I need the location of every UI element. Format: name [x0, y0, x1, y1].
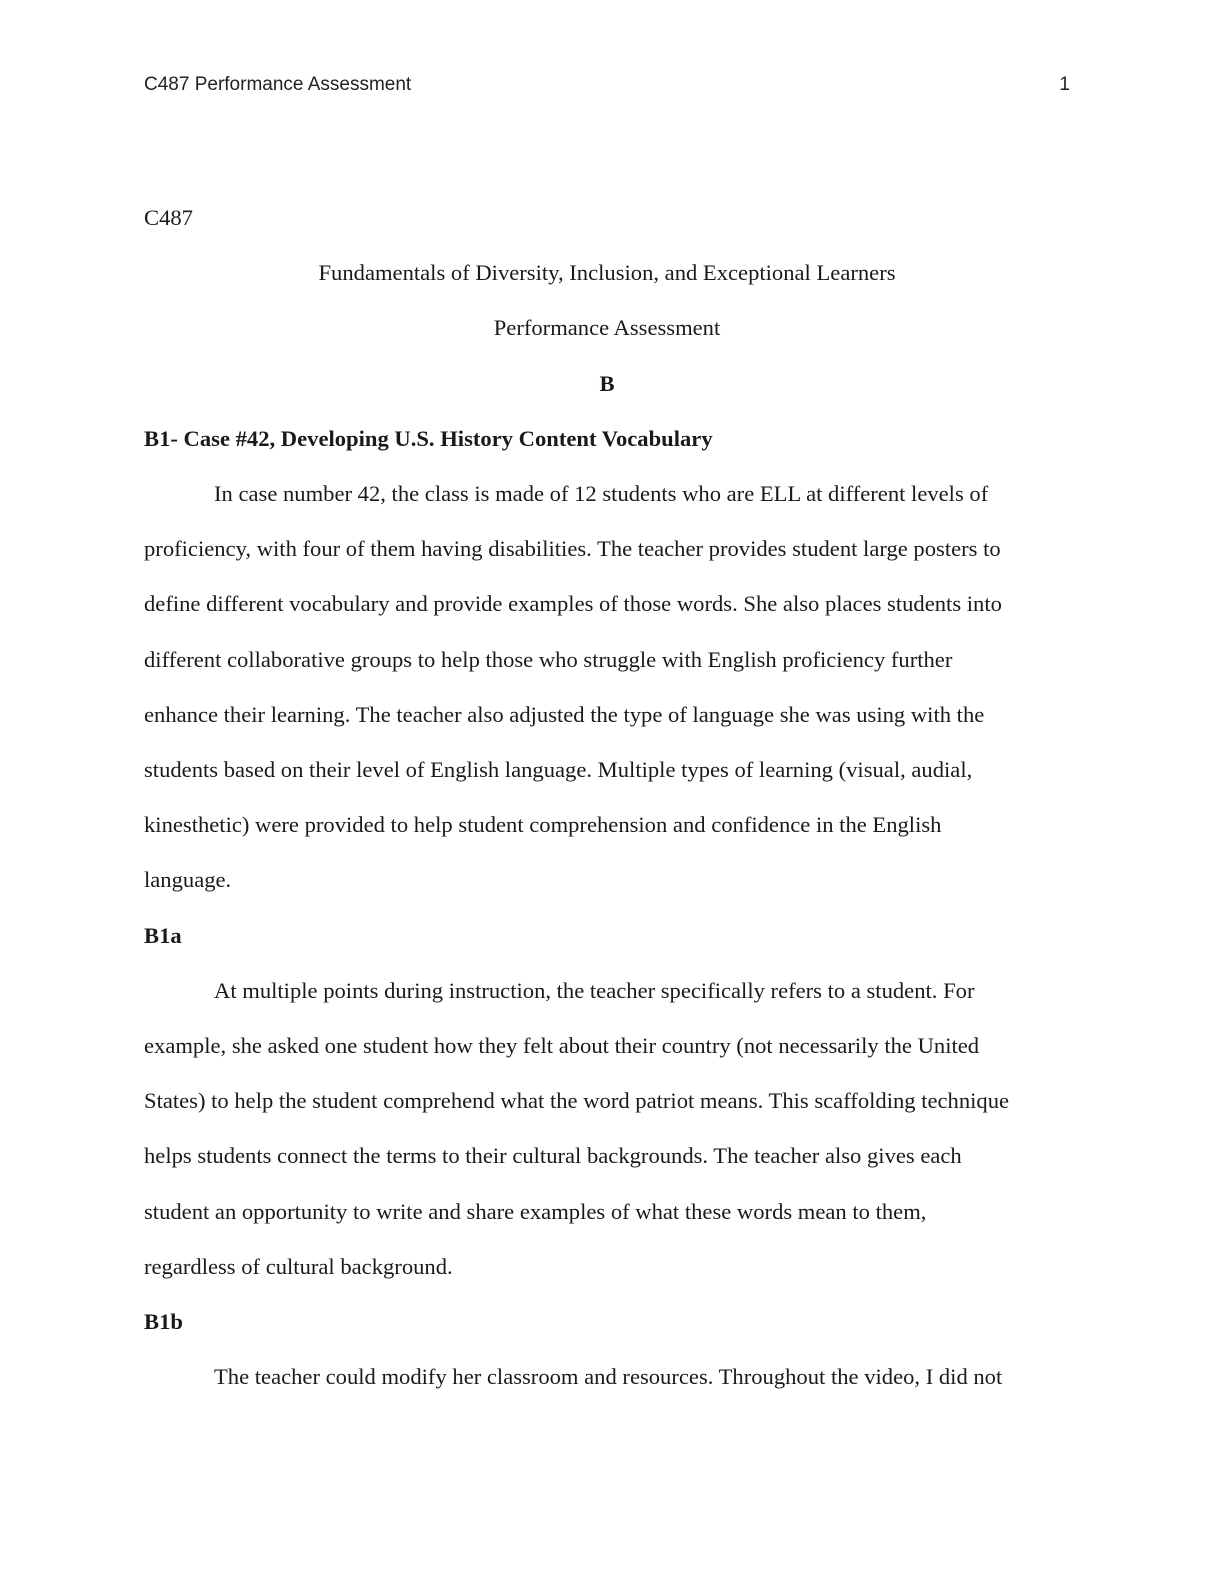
assessment-title: Performance Assessment [493, 315, 721, 341]
paragraph-line: The teacher could modify her classroom and resources. Throughout the video, I did not [214, 1364, 1003, 1390]
b1a-heading: B1a [144, 922, 182, 948]
section-heading-b: B [599, 370, 615, 396]
b1b-heading: B1b [144, 1309, 183, 1335]
course-title: Fundamentals of Diversity, Inclusion, and Exceptional Learners [318, 260, 896, 286]
paragraph-line: At multiple points during instruction, the teacher specifically refers to a student. For [214, 977, 975, 1003]
paragraph-line: example, she asked one student how they felt about their country (not necessarily the United [144, 1033, 980, 1059]
paragraph-line: regardless of cultural background. [144, 1253, 453, 1279]
paragraph-line: students based on their level of English language. Multiple types of learning (visual, audial, [144, 757, 973, 783]
b1-heading: B1- Case #42, Developing U.S. History Content Vocabulary [144, 425, 713, 451]
b1-paragraph [144, 466, 1074, 908]
paragraph-line: States) to help the student comprehend what the word patriot means. This scaffolding technique [144, 1088, 1010, 1114]
paragraph-line: define different vocabulary and provide examples of those words. She also places students into [144, 591, 1002, 617]
paragraph-line: enhance their learning. The teacher also adjusted the type of language she was using with the [144, 701, 985, 727]
page-number: 1 [1059, 74, 1070, 95]
b1a-paragraph [144, 963, 1074, 1294]
paragraph-line: helps students connect the terms to their cultural backgrounds. The teacher also gives each [144, 1143, 962, 1169]
running-head [144, 72, 1070, 98]
paragraph-line: language. [144, 867, 232, 893]
paragraph-line: kinesthetic) were provided to help student comprehension and confidence in the English [144, 812, 942, 838]
running-head-title: C487 Performance Assessment [144, 74, 412, 95]
paragraph-line: student an opportunity to write and share examples of what these words mean to them, [144, 1198, 927, 1224]
course-code: C487 [144, 205, 193, 230]
paragraph-line: In case number 42, the class is made of 12 students who are ELL at different levels of [214, 481, 989, 507]
paragraph-line: proficiency, with four of them having disabilities. The teacher provides student large posters to [144, 536, 1001, 562]
document-body [144, 190, 1074, 1404]
b1b-paragraph [144, 1349, 1074, 1404]
paragraph-line: different collaborative groups to help those who struggle with English proficiency further [144, 646, 953, 672]
